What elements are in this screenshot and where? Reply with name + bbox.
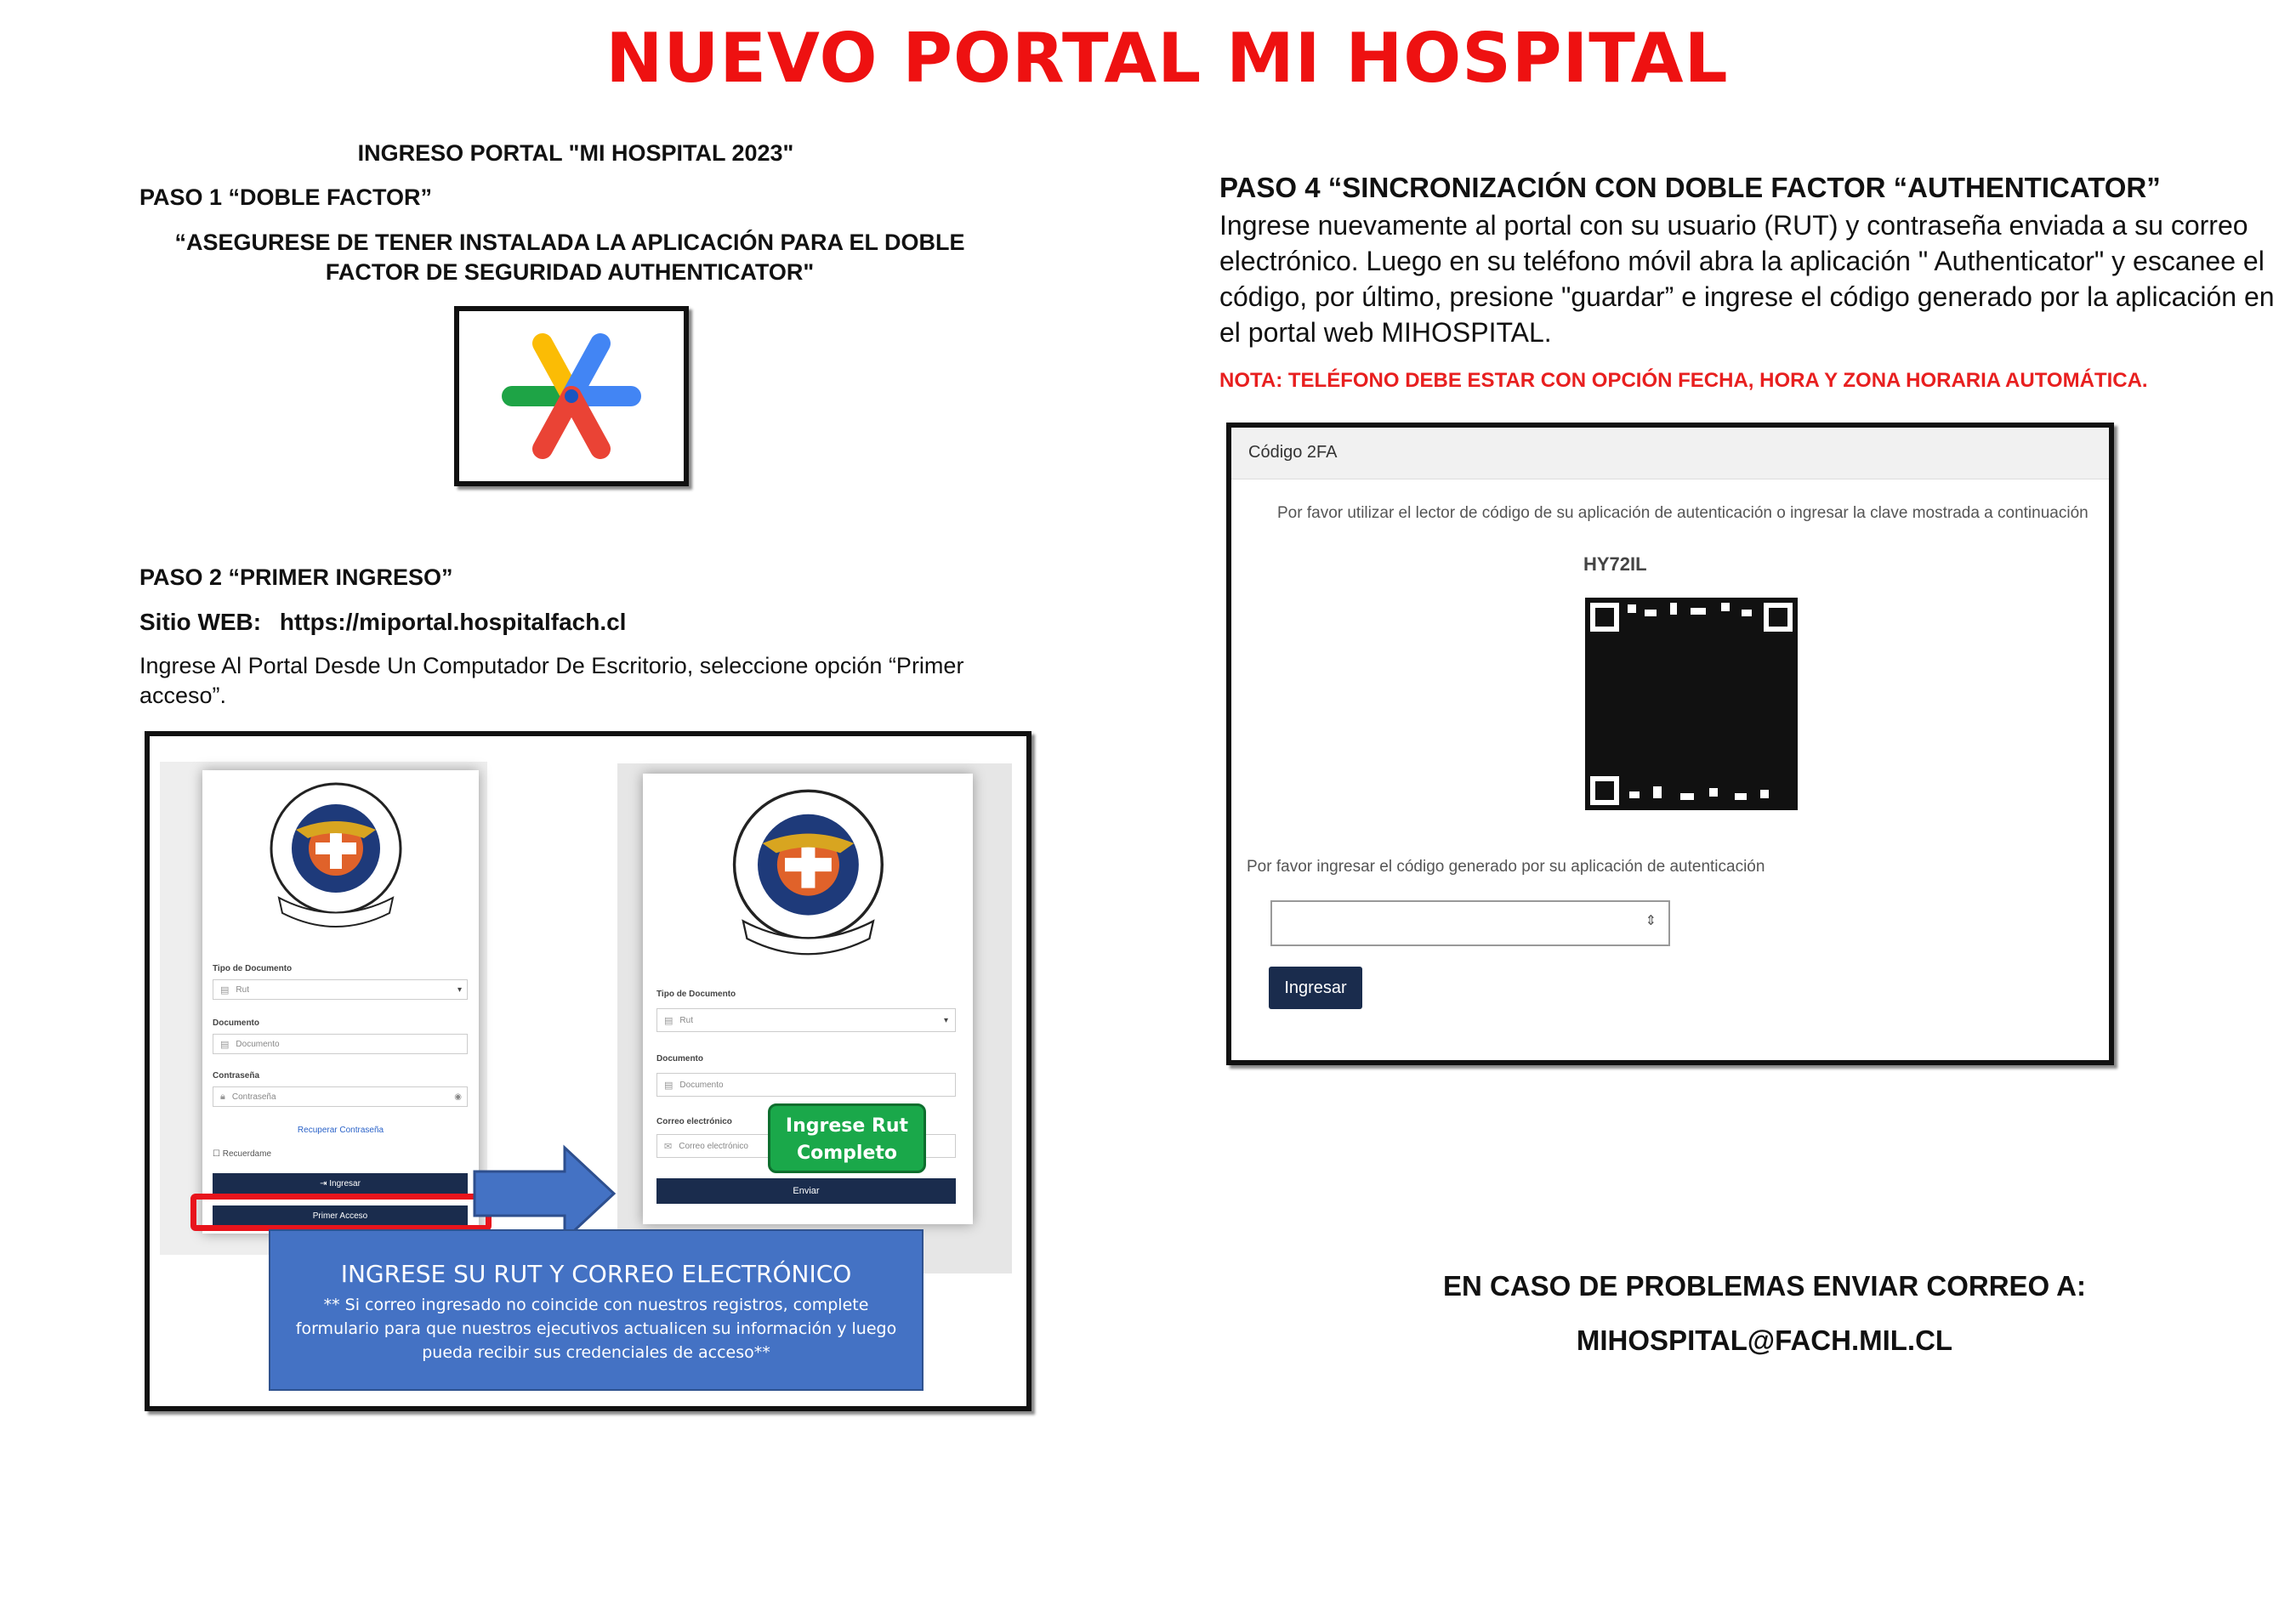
login-button[interactable]: ⇥ Ingresar	[213, 1173, 468, 1194]
step2-instructions: Ingrese Al Portal Desde Un Computador De Escritorio, seleccione opción “Primer acceso”.	[139, 653, 964, 708]
site-label: Sitio WEB:	[139, 609, 262, 635]
login-doc-type-select[interactable]: ▤ Rut ▾	[213, 979, 468, 1000]
hospital-logo	[724, 784, 894, 971]
twofa-instructions: Por favor utilizar el lector de código de su aplicación de autenticación o ingresar la clave mostrada a continuación	[1277, 504, 2089, 522]
step4-label: PASO 4 “SINCRONIZACIÓN CON DOBLE FACTOR “AUTHENTICATOR”	[1219, 172, 2161, 203]
login-panel: Tipo de Documento ▤ Rut ▾ Documento ▤ Documento Contraseña 🔒︎ Contraseña ◉ Recuperar Contraseña ☐ Recuerdame ⇥ Ingresar Primer Acceso	[202, 770, 479, 1234]
send-button[interactable]: Enviar	[656, 1178, 956, 1204]
twofa-screenshot	[1226, 423, 2114, 1065]
login-icon: ⇥	[320, 1178, 330, 1188]
banner-title: INGRESE SU RUT Y CORREO ELECTRÓNICO	[340, 1260, 852, 1288]
twofa-submit-button[interactable]: Ingresar	[1269, 967, 1362, 1009]
step1-label: PASO 1 “DOBLE FACTOR”	[139, 184, 433, 210]
login-document-input[interactable]: ▤ Documento	[213, 1034, 468, 1054]
contact-email[interactable]: MIHOSPITAL@FACH.MIL.CL	[1576, 1325, 1953, 1356]
step4-body: Ingrese nuevamente al portal con su usuario (RUT) y contraseña enviada a su correo electrónico. Luego en su teléfono móvil abra la aplicación " Authenticator" y escanee el código, por último, presione "guardar” e ingrese el código generado por la aplicación en el portal web MIHOSPITAL.	[1219, 210, 2275, 348]
instruction-banner	[269, 1229, 924, 1391]
recover-password-link[interactable]: Recuperar Contraseña	[297, 1126, 384, 1135]
fa-document-input[interactable]: ▤ Documento	[656, 1073, 956, 1097]
fa-email-input[interactable]: ✉ Correo electrónico	[656, 1134, 956, 1158]
step1-note: “ASEGURESE DE TENER INSTALADA LA APLICACIÓN PARA EL DOBLE FACTOR DE SEGURIDAD AUTHENTICATOR"	[174, 230, 965, 285]
remember-checkbox[interactable]: ☐ Recuerdame	[213, 1149, 272, 1159]
twofa-header: Código 2FA	[1248, 443, 1338, 462]
authenticator-icon	[459, 311, 684, 481]
code-input[interactable]	[1270, 900, 1670, 946]
login-password-input[interactable]: 🔒︎ Contraseña ◉	[213, 1086, 468, 1107]
fa-doc-type-select[interactable]: ▤ Rut ▾	[656, 1008, 956, 1032]
eye-icon: ◉	[454, 1092, 462, 1102]
contact-line: EN CASO DE PROBLEMAS ENVIAR CORREO A:	[1442, 1270, 2086, 1302]
site-url[interactable]: https://miportal.hospitalfach.cl	[279, 609, 627, 635]
twofa-key: HY72IL	[1583, 553, 1647, 575]
login-illustration	[145, 731, 1031, 1411]
authenticator-logo-box	[454, 306, 689, 486]
step2-label: PASO 2 “PRIMER INGRESO”	[139, 564, 453, 590]
intro-heading: INGRESO PORTAL "MI HOSPITAL 2023"	[357, 140, 794, 166]
rut-callout: Ingrese Rut Completo	[768, 1103, 926, 1173]
first-access-panel: Tipo de Documento ▤ Rut ▾ Documento ▤ Documento Correo electrónico ✉ Correo electrónico Enviar	[643, 774, 973, 1224]
page-title: NUEVO PORTAL MI HOSPITAL	[605, 19, 1729, 98]
highlight-box	[190, 1194, 492, 1231]
banner-body: ** Si correo ingresado no coincide con nuestros registros, complete formulario para que nuestros ejecutivos actualicen su información y luego pueda recibir sus credenciales de acceso**	[295, 1296, 897, 1362]
first-access-button[interactable]: Primer Acceso	[213, 1205, 468, 1226]
spinner-icon[interactable]: ⇕	[1645, 914, 1657, 928]
hospital-logo	[262, 779, 411, 940]
code-prompt: Por favor ingresar el código generado por su aplicación de autenticación	[1247, 858, 1765, 876]
note-text: NOTA: TELÉFONO DEBE ESTAR CON OPCIÓN FECHA, HORA Y ZONA HORARIA AUTOMÁTICA.	[1219, 369, 2148, 392]
qr-code	[1585, 598, 1798, 810]
